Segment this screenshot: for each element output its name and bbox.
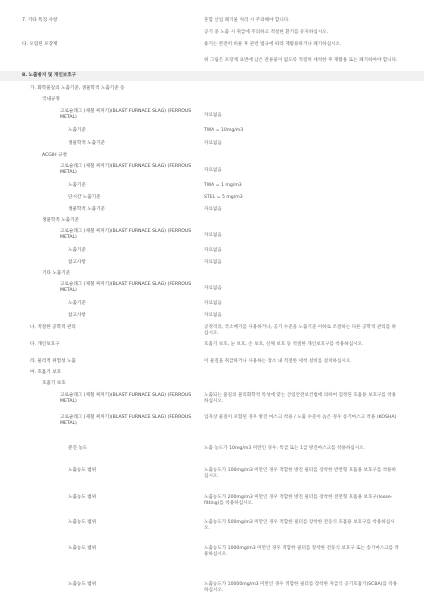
ma-label: 마. 호흡기 보호 xyxy=(30,370,62,375)
resp-row-4-label: 노출농도 범위 xyxy=(68,520,97,525)
slag-a-label: 고로슬래그 (제철 찌꺼기)(BLAST FURNACE SLAG) (FERROUS METAL) xyxy=(60,109,192,120)
acgih-row-2-label: 노출기준 xyxy=(68,183,86,188)
resp-row-6-label: 노출농도 범위 xyxy=(68,582,97,587)
resp-row-1-label: 분진 농도 xyxy=(68,446,88,451)
bio-row-2-label: 노출기준 xyxy=(68,248,86,253)
block-3-value: 자료없음 xyxy=(204,141,222,146)
section-8-header xyxy=(0,71,424,81)
resp-row-3-value: 노출농도가 200mg/m3 미만인 경우 적합한 방진 필터를 장착한 전면형 호흡용 보호구(loose-fitting)를 착용하십시오. xyxy=(204,495,393,506)
bio-label: 생물학적 노출기준 xyxy=(42,218,79,223)
other-row-3-value: 자료없음 xyxy=(204,313,222,318)
resp-2-value: 입자상 물질이 포함된 경우 방진 마스크 착용 / 노출 수준이 높은 경우 송기마스크 착용 (KOSHA) xyxy=(204,415,397,420)
item7-line-1: 혼합 산업 폐기물 처리 시 주의해야 합니다. xyxy=(204,18,290,23)
other-row-2-value: 자료없음 xyxy=(204,301,222,306)
item7-line-2: 공기 중 노출 시 취급에 주의하고 적절한 환기를 유지하십시오. xyxy=(204,30,329,35)
resp-row-2-value: 노출농도가 100mg/m3 미만인 경우 적합한 방진 필터를 장착한 반면형 호흡용 보호구를 착용하십시오. xyxy=(204,468,397,479)
sub-ga-label: 가. 화학물질의 노출기준, 생물학적 노출기준 등 xyxy=(30,86,125,91)
resp-row-2-label: 노출농도 범위 xyxy=(68,468,97,473)
slag-a-value: 자료없음 xyxy=(204,113,222,118)
resp-row-4-value: 노출농도가 500mg/m3 미만인 경우 적합한 필터를 장착한 전동식 호흡용 보호구를 착용하십시오. xyxy=(204,520,395,531)
other-label: 기타 노출기준 xyxy=(42,271,71,276)
block-3-label: 생물학적 노출기준 xyxy=(68,141,105,146)
acgih-row-1-label: 고로슬래그 (제철 찌꺼기)(BLAST FURNACE SLAG) (FERROUS METAL) xyxy=(60,164,192,175)
resp-row-5-value: 노출농도가 1000mg/m3 미만인 경우 적합한 필터를 장착한 전동식 보호구 또는 송기마스크를 착용하십시오. xyxy=(204,546,399,557)
item8-line-2: 위 그림은 포장재 표면에 남은 잔류물이 없도록 적절히 세척한 후 재활용 또는 폐기하여야 합니다. xyxy=(204,58,398,63)
bio-row-1-value: 자료없음 xyxy=(204,233,222,238)
resp-1-label: 고로슬래그 (제철 찌꺼기)(BLAST FURNACE SLAG) (FERROUS METAL) xyxy=(60,393,192,404)
na-label: 나. 적절한 공학적 관리 xyxy=(30,325,76,330)
acgih-row-4-label: 생물학적 노출기준 xyxy=(68,207,105,212)
other-row-1-label: 고로슬래그 (제철 찌꺼기)(BLAST FURNACE SLAG) (FERROUS METAL) xyxy=(60,282,192,293)
resp-row-3-label: 노출농도 범위 xyxy=(68,495,97,500)
bio-row-3-label: 참고사항 xyxy=(68,260,86,265)
bio-row-2-value: 자료없음 xyxy=(204,248,222,253)
resp-1-value: 노출되는 물질의 물리화학적 특성에 맞는 산업안전보건법에 의하여 검정된 호흡용 보호구를 착용하십시오. xyxy=(204,393,397,404)
acgih-row-2-value: TWA = 1 mg/m3 xyxy=(204,183,242,188)
na-value: 공정격리, 국소배기를 사용하거나, 공기 수준을 노출기준 이하로 조절하는 다른 공학적 관리를 하십시오. xyxy=(204,325,397,336)
resp-2-label: 고로슬래그 (제철 찌꺼기)(BLAST FURNACE SLAG) (FERROUS METAL) xyxy=(60,415,192,426)
block-2-label: 노출기준 xyxy=(68,128,86,133)
acgih-row-3-value: STEL = 5 mg/m3 xyxy=(204,195,243,200)
da-value: 호흡기 보호, 눈 보호, 손 보호, 신체 보호 등 적절한 개인보호구를 착용하십시오. xyxy=(204,342,364,347)
item7-label: 7. 기타 특징 사항 xyxy=(22,18,58,23)
item8-line-1: 용기는 완전히 비운 후 관련 법규에 따라 재활용하거나 폐기하십시오. xyxy=(204,42,342,47)
ra-value: 이 물질을 취급하거나 사용하는 장소 내 적절한 세척 설비를 설치하십시오. xyxy=(204,359,352,364)
acgih-row-1-value: 자료없음 xyxy=(204,168,222,173)
other-row-1-value: 자료없음 xyxy=(204,286,222,291)
acgih-row-4-value: 자료없음 xyxy=(204,207,222,212)
resp-row-5-label: 노출농도 범위 xyxy=(68,546,97,551)
other-row-2-label: 노출기준 xyxy=(68,301,86,306)
bio-row-3-value: 자료없음 xyxy=(204,260,222,265)
section-8-title: 8. 노출방지 및 개인보호구 xyxy=(22,73,77,78)
bio-row-1-label: 고로슬래그 (제철 찌꺼기)(BLAST FURNACE SLAG) (FERROUS METAL) xyxy=(60,229,192,240)
ra-label: 라. 물리적 위험성 노출 xyxy=(30,359,76,364)
acgih-label: ACGIH 규정 xyxy=(42,153,67,158)
block-2-value: TWA = 10mg/m3 xyxy=(204,128,244,133)
item8-label: 다. 오염된 포장재 xyxy=(22,42,58,47)
acgih-row-3-label: 단시간 노출기준 xyxy=(68,195,101,200)
ma-sub-label: 호흡기 보호 xyxy=(42,381,66,386)
resp-row-1-value: 노출 농도가 10mg/m3 미만인 경우: 특급 또는 1급 방진마스크를 착용하십시오. xyxy=(204,446,366,451)
resp-row-6-value: 노출농도가 10000mg/m3 미만인 경우 적합한 필터를 장착한 자급식 공기호흡기(SCBA)를 착용하십시오. xyxy=(204,582,398,593)
da-label: 다. 개인보호구 xyxy=(30,342,60,347)
other-row-3-label: 참고사항 xyxy=(68,313,86,318)
korea-label: 국내규정 xyxy=(42,97,60,102)
